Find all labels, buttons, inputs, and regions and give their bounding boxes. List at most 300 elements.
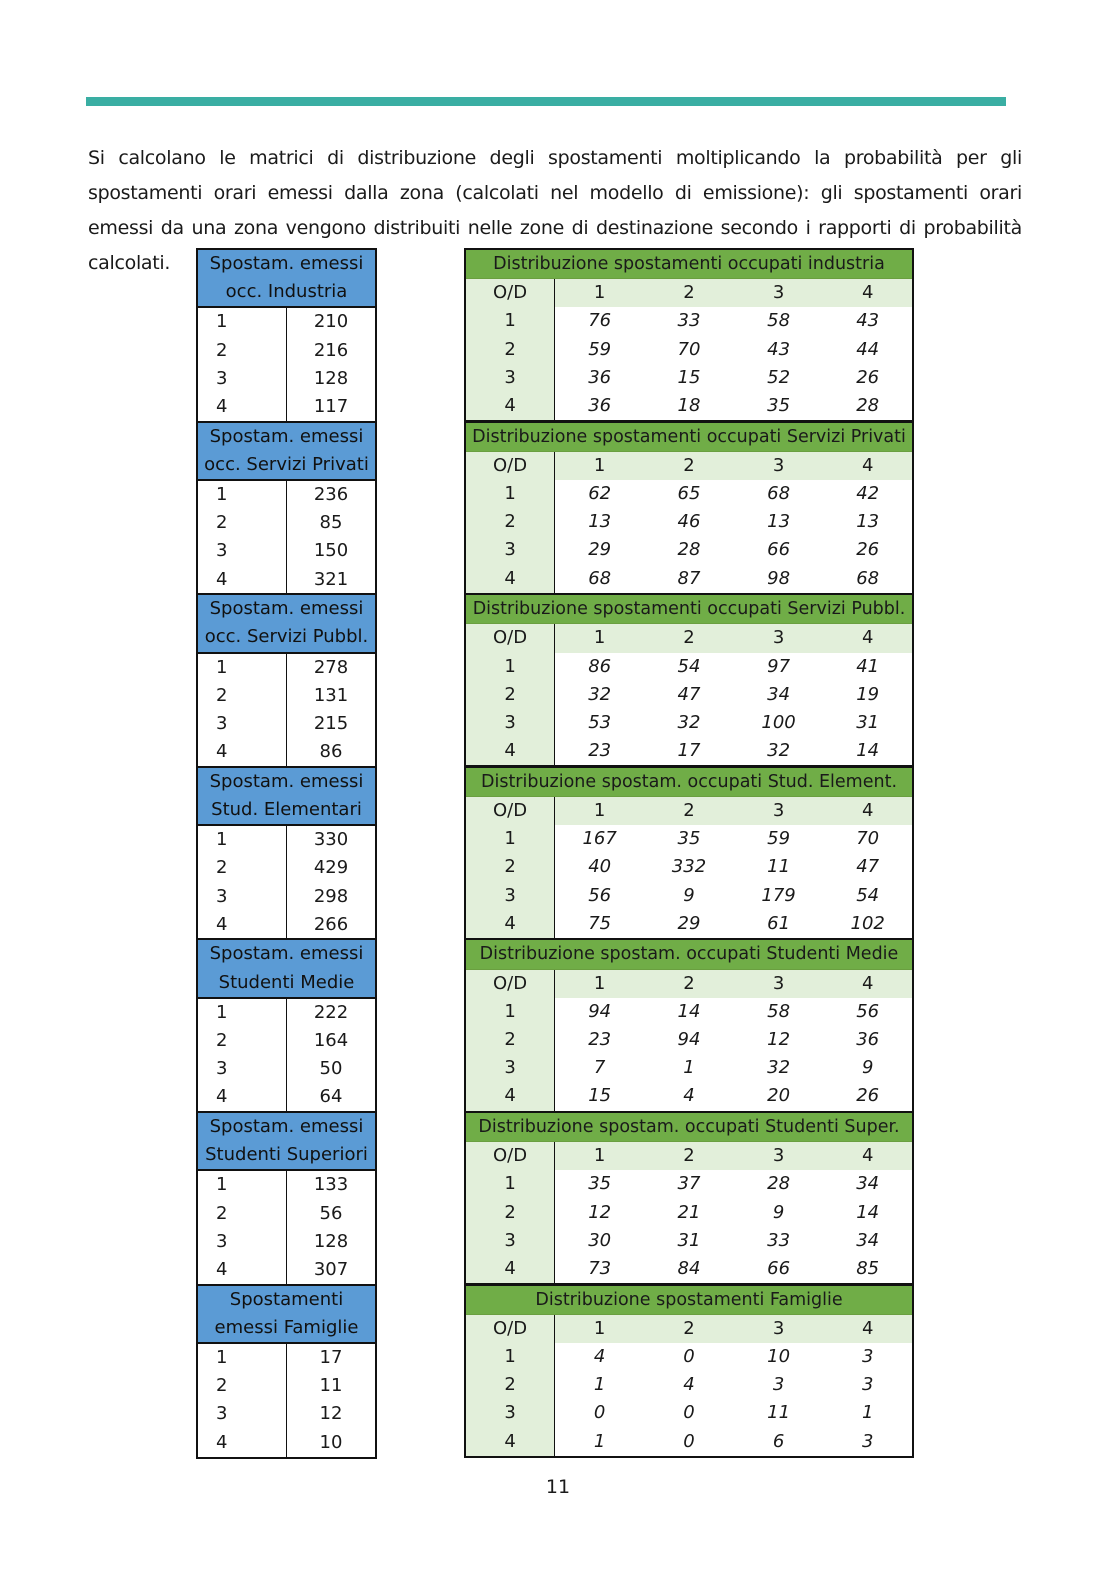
origin-label: 3 xyxy=(465,536,555,564)
distribution-table xyxy=(464,1284,914,1458)
distribution-value: 15 xyxy=(588,1085,612,1107)
distribution-table xyxy=(464,766,914,940)
zone-label: 2 xyxy=(197,682,287,710)
distribution-table xyxy=(464,248,914,422)
distribution-value: 52 xyxy=(767,366,791,388)
distribution-value: 9 xyxy=(683,884,695,906)
origin-label: 3 xyxy=(465,364,555,392)
distribution-value: 94 xyxy=(677,1029,701,1051)
zone-label: 1 xyxy=(197,307,287,336)
emitted-value: 133 xyxy=(313,1174,349,1196)
distribution-value: 34 xyxy=(767,683,791,705)
origin-label: 1 xyxy=(465,480,555,508)
destination-header: 4 xyxy=(823,796,913,825)
distribution-value: 3 xyxy=(861,1346,874,1368)
distribution-value: 167 xyxy=(582,828,617,850)
origin-label: 2 xyxy=(465,1371,555,1399)
distribution-title: Distribuzione spostam. occupati Studenti Medie xyxy=(465,939,913,969)
distribution-value: 65 xyxy=(677,483,701,505)
distribution-value: 58 xyxy=(767,310,791,332)
emitted-value: 307 xyxy=(313,1259,349,1280)
distribution-value: 87 xyxy=(677,567,701,589)
emitted-title-line2: occ. Industria xyxy=(197,278,376,307)
emitted-title-line1: Spostam. emessi xyxy=(197,422,376,451)
emitted-value: 117 xyxy=(313,396,349,418)
table-row xyxy=(197,1055,376,1083)
distribution-value: 75 xyxy=(588,912,612,934)
table-row xyxy=(197,1200,376,1228)
origin-label: 4 xyxy=(465,1082,555,1111)
zone-label: 2 xyxy=(197,337,287,365)
emitted-value: 128 xyxy=(313,1230,349,1252)
emitted-value: 216 xyxy=(313,339,349,361)
distribution-value: 17 xyxy=(677,740,701,762)
distribution-value: 4 xyxy=(683,1085,695,1107)
emitted-value: 50 xyxy=(319,1058,343,1080)
destination-header: 2 xyxy=(644,279,734,308)
distribution-value: 97 xyxy=(767,655,791,677)
origin-label: 1 xyxy=(465,998,555,1026)
distribution-value: 11 xyxy=(767,856,791,878)
table-row xyxy=(465,825,913,853)
emitted-trips-table xyxy=(196,1111,377,1286)
distribution-value: 28 xyxy=(856,395,880,417)
emitted-title-line1: Spostam. emessi xyxy=(197,939,376,968)
emitted-title-line2: occ. Servizi Privati xyxy=(197,451,376,480)
table-row xyxy=(465,536,913,564)
table-row xyxy=(465,853,913,881)
destination-header: 3 xyxy=(734,1314,824,1343)
distribution-value: 102 xyxy=(850,912,885,934)
od-label: O/D xyxy=(465,969,555,998)
distribution-value: 70 xyxy=(856,828,880,850)
emitted-value: 150 xyxy=(313,540,349,562)
destination-header: 2 xyxy=(644,796,734,825)
distribution-value: 12 xyxy=(767,1029,791,1051)
od-label: O/D xyxy=(465,1142,555,1171)
distribution-value: 41 xyxy=(856,655,880,677)
distribution-value: 36 xyxy=(588,366,612,388)
zone-label: 3 xyxy=(197,710,287,738)
emitted-value: 236 xyxy=(313,484,349,506)
zone-label: 4 xyxy=(197,1083,287,1112)
table-row xyxy=(465,653,913,681)
emitted-value: 330 xyxy=(313,829,349,851)
distribution-title: Distribuzione spostamenti occupati industria xyxy=(465,249,913,279)
distribution-value: 73 xyxy=(588,1258,612,1279)
emitted-trips-table xyxy=(196,766,377,941)
distribution-value: 3 xyxy=(772,1374,785,1396)
emitted-title-line2: Studenti Superiori xyxy=(197,1141,376,1170)
table-row xyxy=(465,709,913,737)
emitted-value: 164 xyxy=(313,1030,349,1052)
destination-header: 4 xyxy=(823,1314,913,1343)
origin-label: 1 xyxy=(465,1170,555,1198)
zone-label: 1 xyxy=(197,1343,287,1372)
distribution-value: 23 xyxy=(588,740,612,762)
distribution-value: 30 xyxy=(588,1229,612,1251)
distribution-value: 43 xyxy=(767,338,791,360)
table-row xyxy=(465,1399,913,1427)
table-row xyxy=(465,737,913,766)
table-row xyxy=(465,480,913,508)
distribution-value: 7 xyxy=(593,1057,606,1079)
zone-label: 4 xyxy=(197,1256,287,1285)
emitted-trips-table xyxy=(196,421,377,596)
table-row xyxy=(197,854,376,882)
distribution-value: 76 xyxy=(588,310,612,332)
table-row xyxy=(197,307,376,336)
emitted-value: 278 xyxy=(313,656,349,678)
distribution-value: 32 xyxy=(767,1057,791,1079)
distribution-value: 12 xyxy=(588,1201,612,1223)
top-rule xyxy=(86,97,1006,106)
emitted-value: 266 xyxy=(313,913,349,935)
emitted-trips-table xyxy=(196,593,377,768)
distribution-value: 19 xyxy=(856,683,880,705)
zone-label: 2 xyxy=(197,509,287,537)
table-row xyxy=(197,480,376,509)
distribution-value: 35 xyxy=(677,828,701,850)
zone-label: 3 xyxy=(197,1400,287,1428)
distribution-value: 98 xyxy=(767,567,791,589)
destination-header: 2 xyxy=(644,969,734,998)
distribution-value: 56 xyxy=(588,884,612,906)
distribution-table xyxy=(464,593,914,767)
distribution-value: 36 xyxy=(588,395,612,417)
origin-label: 3 xyxy=(465,882,555,910)
table-row xyxy=(197,1429,376,1458)
distribution-value: 54 xyxy=(677,655,701,677)
distribution-value: 1 xyxy=(593,1374,606,1396)
table-row xyxy=(465,1026,913,1054)
intro-paragraph: Si calcolano le matrici di distribuzione degli spostamenti moltiplicando la probabilità per gli spostamenti orari emessi dalla zona (calcolati nel modello di emissione): gli spostamenti orari emessi da una zona vengono distribuiti nelle zone di destinazione secondo i rapporti di probabilità calcolati. xyxy=(88,147,1022,274)
table-row xyxy=(465,681,913,709)
table-row xyxy=(465,1428,913,1457)
destination-header: 3 xyxy=(734,969,824,998)
distribution-value: 35 xyxy=(588,1173,612,1195)
distribution-value: 59 xyxy=(588,338,612,360)
distribution-table xyxy=(464,938,914,1112)
distribution-value: 33 xyxy=(677,310,701,332)
zone-label: 4 xyxy=(197,1429,287,1458)
origin-label: 2 xyxy=(465,1199,555,1227)
destination-header: 1 xyxy=(555,1314,645,1343)
distribution-value: 36 xyxy=(856,1029,880,1051)
distribution-title: Distribuzione spostamenti Famiglie xyxy=(465,1285,913,1315)
table-row xyxy=(465,565,913,594)
table-row xyxy=(197,911,376,940)
distribution-value: 40 xyxy=(588,856,612,878)
emitted-title-line1: Spostam. emessi xyxy=(197,1112,376,1141)
zone-label: 3 xyxy=(197,1228,287,1256)
distribution-value: 3 xyxy=(861,1430,874,1452)
destination-header: 1 xyxy=(555,624,645,653)
origin-label: 4 xyxy=(465,392,555,421)
distribution-value: 62 xyxy=(588,483,612,505)
distribution-value: 56 xyxy=(856,1000,880,1022)
distribution-value: 13 xyxy=(856,511,880,533)
od-label: O/D xyxy=(465,1314,555,1343)
distribution-value: 66 xyxy=(767,539,791,561)
distribution-value: 9 xyxy=(772,1201,785,1223)
table-row xyxy=(197,1228,376,1256)
table-row xyxy=(465,336,913,364)
table-row xyxy=(197,509,376,537)
distribution-value: 20 xyxy=(767,1085,791,1107)
table-row xyxy=(465,910,913,939)
table-row xyxy=(197,337,376,365)
distribution-title: Distribuzione spostam. occupati Studenti Super. xyxy=(465,1112,913,1142)
distribution-value: 14 xyxy=(856,740,880,762)
distribution-value: 28 xyxy=(767,1173,791,1195)
zone-label: 3 xyxy=(197,537,287,565)
table-row xyxy=(465,1343,913,1371)
emitted-value: 131 xyxy=(313,684,349,706)
origin-label: 3 xyxy=(465,709,555,737)
origin-label: 4 xyxy=(465,737,555,766)
distribution-table xyxy=(464,1111,914,1285)
table-row xyxy=(197,825,376,854)
distribution-value: 54 xyxy=(856,884,880,906)
destination-header: 4 xyxy=(823,279,913,308)
distribution-value: 6 xyxy=(772,1430,785,1452)
distribution-value: 68 xyxy=(767,483,791,505)
origin-label: 3 xyxy=(465,1399,555,1427)
zone-label: 1 xyxy=(197,653,287,682)
zone-label: 4 xyxy=(197,566,287,595)
distribution-value: 47 xyxy=(677,683,701,705)
distribution-value: 43 xyxy=(856,310,880,332)
zone-label: 4 xyxy=(197,738,287,767)
distribution-value: 0 xyxy=(683,1402,695,1424)
table-row xyxy=(197,1343,376,1372)
distribution-title: Distribuzione spostamenti occupati Servizi Pubbl. xyxy=(465,594,913,624)
distribution-value: 26 xyxy=(856,1085,880,1107)
distribution-value: 0 xyxy=(683,1346,695,1368)
od-label: O/D xyxy=(465,451,555,480)
emitted-trips-table xyxy=(196,1284,377,1459)
emitted-trips-table xyxy=(196,938,377,1113)
emitted-title-line1: Spostamenti xyxy=(197,1285,376,1314)
emitted-value: 128 xyxy=(313,367,349,389)
od-label: O/D xyxy=(465,279,555,308)
distribution-table xyxy=(464,421,914,595)
distribution-value: 33 xyxy=(767,1229,791,1251)
emitted-value: 298 xyxy=(313,885,349,907)
destination-header: 2 xyxy=(644,1314,734,1343)
distribution-value: 29 xyxy=(677,912,701,934)
distribution-value: 4 xyxy=(683,1374,695,1396)
zone-label: 3 xyxy=(197,365,287,393)
distribution-value: 13 xyxy=(767,511,791,533)
origin-label: 1 xyxy=(465,307,555,335)
table-row xyxy=(465,1227,913,1255)
destination-header: 1 xyxy=(555,969,645,998)
distribution-value: 32 xyxy=(588,683,612,705)
distribution-value: 10 xyxy=(767,1346,791,1368)
table-row xyxy=(197,393,376,422)
table-row xyxy=(465,1199,913,1227)
origin-label: 1 xyxy=(465,825,555,853)
destination-header: 2 xyxy=(644,451,734,480)
table-row xyxy=(465,392,913,421)
destination-header: 4 xyxy=(823,1142,913,1171)
distribution-value: 37 xyxy=(677,1173,701,1195)
destination-header: 3 xyxy=(734,624,824,653)
distribution-value: 34 xyxy=(856,1229,880,1251)
destination-header: 3 xyxy=(734,1142,824,1171)
destination-header: 4 xyxy=(823,624,913,653)
distribution-value: 35 xyxy=(767,395,791,417)
distribution-value: 94 xyxy=(588,1000,612,1022)
distribution-value: 14 xyxy=(677,1000,701,1022)
distribution-value: 179 xyxy=(761,884,796,906)
distribution-value: 44 xyxy=(856,338,880,360)
zone-label: 4 xyxy=(197,393,287,422)
od-label: O/D xyxy=(465,796,555,825)
emitted-title-line2: emessi Famiglie xyxy=(197,1314,376,1343)
zone-label: 1 xyxy=(197,998,287,1027)
distribution-value: 18 xyxy=(677,395,701,417)
table-row xyxy=(465,508,913,536)
table-row xyxy=(197,682,376,710)
emitted-value: 10 xyxy=(319,1431,343,1453)
destination-header: 1 xyxy=(555,1142,645,1171)
distribution-value: 1 xyxy=(861,1402,874,1424)
zone-label: 2 xyxy=(197,854,287,882)
table-row xyxy=(197,365,376,393)
table-row xyxy=(465,1371,913,1399)
distribution-value: 28 xyxy=(677,539,701,561)
emitted-title-line2: occ. Servizi Pubbl. xyxy=(197,623,376,652)
distribution-value: 61 xyxy=(767,912,791,934)
destination-header: 4 xyxy=(823,969,913,998)
table-row xyxy=(197,1256,376,1285)
table-row xyxy=(465,882,913,910)
zone-label: 1 xyxy=(197,480,287,509)
table-row xyxy=(197,1170,376,1199)
destination-header: 2 xyxy=(644,624,734,653)
zone-label: 2 xyxy=(197,1200,287,1228)
distribution-value: 42 xyxy=(856,483,880,505)
od-label: O/D xyxy=(465,624,555,653)
distribution-value: 14 xyxy=(856,1201,880,1223)
destination-header: 4 xyxy=(823,451,913,480)
origin-label: 3 xyxy=(465,1054,555,1082)
emitted-title-line2: Studenti Medie xyxy=(197,969,376,998)
distribution-value: 100 xyxy=(761,712,796,734)
table-row xyxy=(197,566,376,595)
zone-label: 2 xyxy=(197,1027,287,1055)
origin-label: 2 xyxy=(465,508,555,536)
table-row xyxy=(465,1255,913,1284)
page-number: 11 xyxy=(545,1476,571,1498)
distribution-value: 32 xyxy=(677,712,701,734)
table-row xyxy=(197,1400,376,1428)
distribution-value: 66 xyxy=(767,1258,791,1279)
table-row xyxy=(197,1027,376,1055)
emitted-value: 86 xyxy=(319,741,343,763)
emitted-value: 64 xyxy=(319,1086,343,1108)
emitted-title-line1: Spostam. emessi xyxy=(197,594,376,623)
distribution-value: 13 xyxy=(588,511,612,533)
destination-header: 3 xyxy=(734,451,824,480)
table-row xyxy=(465,307,913,335)
origin-label: 4 xyxy=(465,565,555,594)
distribution-value: 0 xyxy=(683,1430,695,1452)
origin-label: 2 xyxy=(465,681,555,709)
zone-label: 1 xyxy=(197,825,287,854)
table-row xyxy=(197,710,376,738)
distribution-value: 11 xyxy=(767,1402,791,1424)
zone-label: 3 xyxy=(197,883,287,911)
distribution-value: 332 xyxy=(671,856,707,878)
emitted-value: 17 xyxy=(319,1347,343,1369)
origin-label: 4 xyxy=(465,1255,555,1284)
destination-header: 1 xyxy=(555,279,645,308)
distribution-value: 29 xyxy=(588,539,612,561)
origin-label: 3 xyxy=(465,1227,555,1255)
table-row xyxy=(197,653,376,682)
table-row xyxy=(465,1054,913,1082)
emitted-trips-table xyxy=(196,248,377,423)
distribution-value: 70 xyxy=(677,338,701,360)
zone-label: 3 xyxy=(197,1055,287,1083)
distribution-title: Distribuzione spostamenti occupati Servizi Privati xyxy=(465,422,913,452)
zone-label: 2 xyxy=(197,1372,287,1400)
emitted-value: 85 xyxy=(319,512,343,534)
distribution-value: 0 xyxy=(593,1402,606,1424)
distribution-value: 34 xyxy=(856,1173,880,1195)
distribution-value: 32 xyxy=(767,740,791,762)
table-row xyxy=(197,537,376,565)
distribution-value: 1 xyxy=(683,1057,695,1079)
table-row xyxy=(197,998,376,1027)
distribution-value: 4 xyxy=(593,1346,606,1368)
table-row xyxy=(465,1170,913,1198)
destination-header: 2 xyxy=(644,1142,734,1171)
distribution-value: 47 xyxy=(856,856,880,878)
distribution-title: Distribuzione spostam. occupati Stud. Element. xyxy=(465,767,913,797)
distribution-value: 3 xyxy=(861,1374,874,1396)
distribution-value: 1 xyxy=(593,1430,606,1452)
origin-label: 2 xyxy=(465,1026,555,1054)
table-row xyxy=(465,1082,913,1111)
emitted-value: 56 xyxy=(319,1202,343,1224)
table-row xyxy=(197,738,376,767)
origin-label: 4 xyxy=(465,1428,555,1457)
zone-label: 4 xyxy=(197,911,287,940)
zone-label: 1 xyxy=(197,1170,287,1199)
emitted-title-line1: Spostam. emessi xyxy=(197,249,376,278)
table-row xyxy=(197,1372,376,1400)
distribution-value: 23 xyxy=(588,1029,612,1051)
distribution-value: 68 xyxy=(856,567,880,589)
table-row xyxy=(197,1083,376,1112)
origin-label: 2 xyxy=(465,336,555,364)
emitted-title-line2: Stud. Elementari xyxy=(197,796,376,825)
distribution-value: 46 xyxy=(677,511,701,533)
destination-header: 3 xyxy=(734,796,824,825)
origin-label: 4 xyxy=(465,910,555,939)
emitted-title-line1: Spostam. emessi xyxy=(197,767,376,796)
distribution-value: 53 xyxy=(588,712,612,734)
origin-label: 1 xyxy=(465,1343,555,1371)
emitted-value: 321 xyxy=(313,568,349,590)
emitted-value: 222 xyxy=(313,1001,349,1023)
emitted-value: 210 xyxy=(313,311,349,333)
